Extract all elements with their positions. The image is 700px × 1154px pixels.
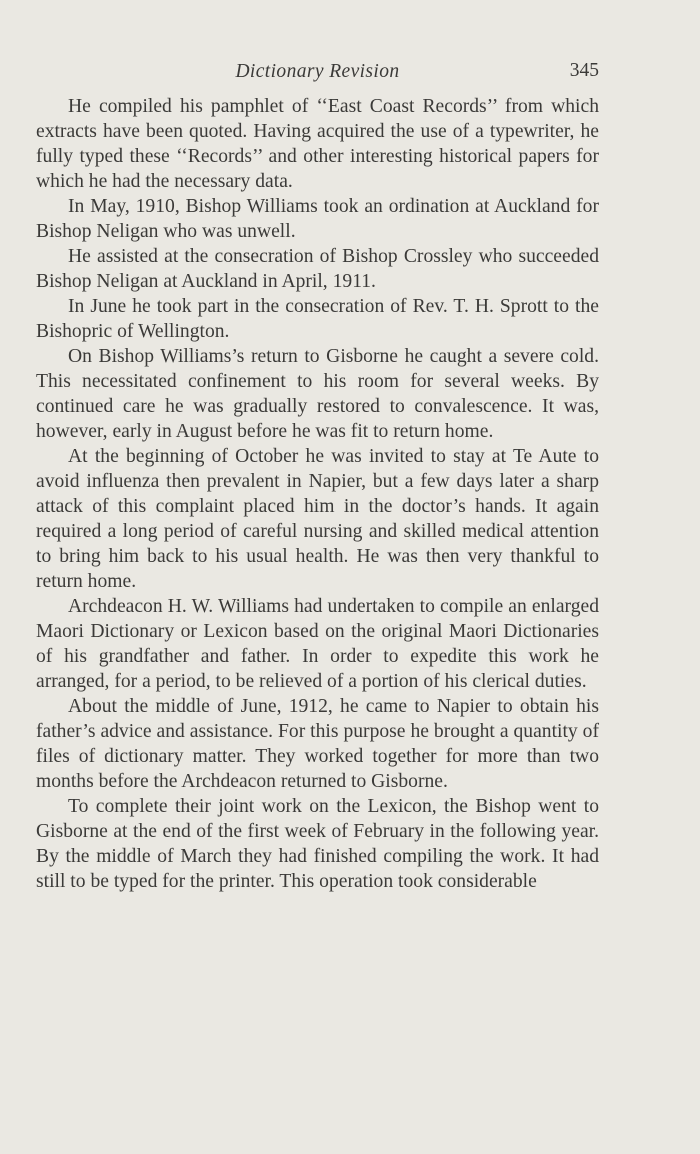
running-title: Dictionary Revision [235,61,400,82]
paragraph-lexicon-completion: To complete their joint work on the Lexicon, the Bishop went to Gisborne at the end of the first week of February in the following year. By the middle of March they had finished compiling the work. It had still to be typed for the printer. This operation took considerable [36,796,599,892]
page-body [36,94,599,894]
paragraph-maori-dictionary: Archdeacon H. W. Williams had undertaken to compile an enlarged Maori Dictionary or Lexicon based on the original Maori Dictionaries of his grandfather and father. In order to expedite this work he arranged, for a period, to be relieved of a portion of his clerical duties. [36,596,599,692]
paragraph-influenza: At the beginning of October he was invited to stay at Te Aute to avoid influenza then prevalent in Napier, but a few days later a sharp attack of this complaint placed him in the doctor’s hands. It again required a long period of careful nursing and skilled medical attention to bring him back to his usual health. He was then very thankful to return home. [36,446,599,592]
paragraph-east-coast-records: He compiled his pamphlet of ‘‘East Coast Records’’ from which extracts have been quoted. Having acquired the use of a typewriter, he fully typed these ‘‘Records’’ and other interesting historical papers for which he had the necessary data. [36,96,599,192]
paragraph-severe-cold: On Bishop Williams’s return to Gisborne he caught a severe cold. This necessitated confinement to his room for several weeks. By continued care he was gradually restored to convalescence. It was, however, early in August before he was fit to return home. [36,346,599,442]
page-number: 345 [569,60,599,81]
book-page [36,58,599,894]
running-head [36,58,599,88]
paragraph-napier-1912: About the middle of June, 1912, he came to Napier to obtain his father’s advice and assistance. For this purpose he brought a quantity of files of dictionary matter. They worked together for more than two months before the Archdeacon returned to Gisborne. [36,696,599,792]
paragraph-sprott-consecration: In June he took part in the consecration of Rev. T. H. Sprott to the Bishopric of Wellington. [36,296,599,342]
paragraph-ordination-1910: In May, 1910, Bishop Williams took an ordination at Auckland for Bishop Neligan who was unwell. [36,196,599,242]
paragraph-crossley-consecration: He assisted at the consecration of Bishop Crossley who succeeded Bishop Neligan at Auckland in April, 1911. [36,246,599,292]
